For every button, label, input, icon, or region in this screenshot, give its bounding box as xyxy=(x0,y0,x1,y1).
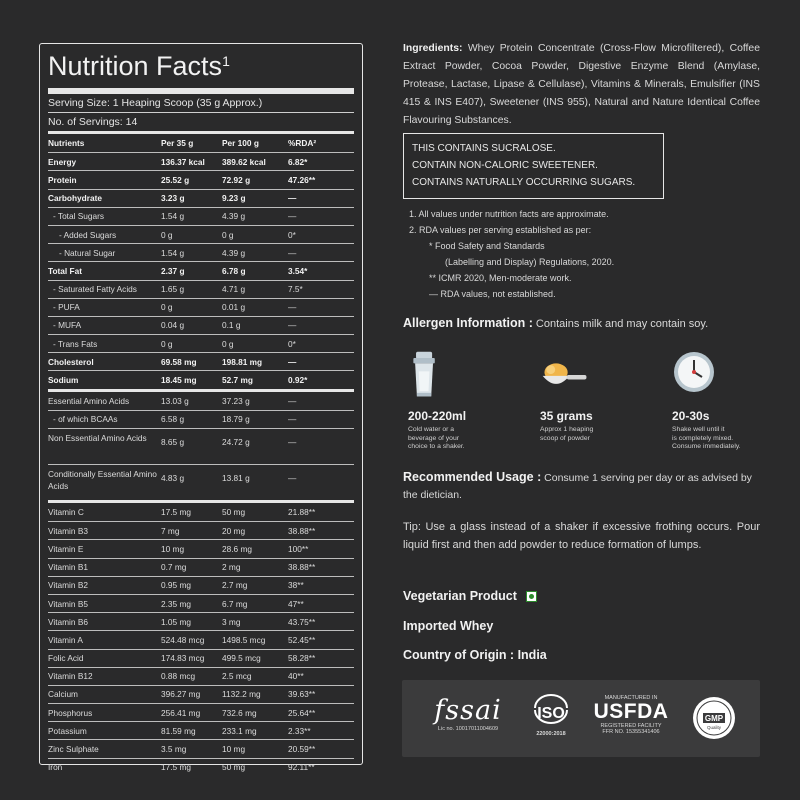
recommended-usage: Recommended Usage : Consume 1 serving per day or as advised by the dietician. xyxy=(403,470,752,501)
iso-logo: ISO 22000:2018 xyxy=(522,680,580,757)
veg-mark-icon xyxy=(526,591,537,602)
servings-count: No. of Servings: 14 xyxy=(48,116,138,128)
table-row: Vitamin B5 2.35 mg 6.7 mg 47** xyxy=(48,594,354,612)
step-shake: 20-30s Shake well until it is completely mixed. Consume immediately. xyxy=(672,350,800,452)
table-row: Energy 136.37 kcal 389.62 kcal 6.82* xyxy=(48,152,354,170)
table-row: Sodium 18.45 mg 52.7 mg 0.92* xyxy=(48,370,354,388)
table-row: Vitamin A 524.48 mcg 1498.5 mcg 52.45** xyxy=(48,630,354,648)
table-row: - Natural Sugar 1.54 g 4.39 g — xyxy=(48,243,354,261)
table-row: Non Essential Amino Acids 8.65 g 24.72 g — xyxy=(48,428,354,464)
table-row: - Total Sugars 1.54 g 4.39 g — xyxy=(48,207,354,225)
table-row: Cholesterol 69.58 mg 198.81 mg — xyxy=(48,352,354,370)
table-row: Total Fat 2.37 g 6.78 g 3.54* xyxy=(48,261,354,279)
table-row: - of which BCAAs 6.58 g 18.79 g — xyxy=(48,410,354,428)
table-row: - Trans Fats 0 g 0 g 0* xyxy=(48,334,354,352)
nutrition-facts-panel xyxy=(39,43,363,773)
table-row: Calcium 396.27 mg 1132.2 mg 39.63** xyxy=(48,685,354,703)
table-row: Vitamin B2 0.95 mg 2.7 mg 38** xyxy=(48,576,354,594)
step-scoop: 35 grams Approx 1 heaping scoop of powder xyxy=(540,350,670,443)
table-row: Carbohydrate 3.23 g 9.23 g — xyxy=(48,189,354,207)
serving-size: Serving Size: 1 Heaping Scoop (35 g Approx.) xyxy=(48,97,263,109)
table-row: - Saturated Fatty Acids 1.65 g 4.71 g 7.5* xyxy=(48,280,354,298)
nutrition-title: Nutrition Facts$^1$ xyxy=(48,51,230,81)
table-row: Vitamin C 17.5 mg 50 mg 21.88** xyxy=(48,507,316,518)
table-row: - PUFA 0 g 0.01 g — xyxy=(48,298,354,316)
ingredients-text: Ingredients: Whey Protein Concentrate (Cross-Flow Microfiltered), Coffee Extract Powder, Cocoa Powder, Digestive Enzyme Blend (Amylase, Protease, Lactase, Lipase & Cellulase), Vitamins & Minerals, Emulsifier (INS 415 & INS E407), Sweetener (INS 955), Natural and Nature Identical Coffee Flavouring Substances. xyxy=(403,43,760,126)
table-row: Phosphorus 256.41 mg 732.6 mg 25.64** xyxy=(48,703,354,721)
warning-box: THIS CONTAINS SUCRALOSE. CONTAIN NON-CALORIC SWEETENER. CONTAINS NATURALLY OCCURRING SUGARS. xyxy=(403,133,664,199)
step-water: 200-220ml Cold water or a beverage of your choice to a shaker. xyxy=(408,350,538,452)
table-row: Protein 25.52 g 72.92 g 47.26** xyxy=(48,170,354,188)
table-row: Vitamin B12 0.88 mcg 2.5 mcg 40** xyxy=(48,667,354,685)
table-row: Vitamin B1 0.7 mg 2 mg 38.88** xyxy=(48,558,354,576)
table-row: - Added Sugars 0 g 0 g 0* xyxy=(48,225,354,243)
table-row: Vitamin E 10 mg 28.6 mg 100** xyxy=(48,539,354,557)
usfda-logo: MANUFACTURED IN USFDA REGISTERED FACILITY FFR NO. 15355341406 xyxy=(593,695,669,735)
shaker-icon xyxy=(408,350,458,400)
table-row: Vitamin B3 7 mg 20 mg 38.88** xyxy=(48,521,354,539)
svg-text:GMP: GMP xyxy=(704,714,724,723)
certifications-bar xyxy=(402,680,760,757)
fssai-logo: fssai Lic no. 10017011004609 xyxy=(434,695,502,732)
table-row: Folic Acid 174.83 mcg 499.5 mcg 58.28** xyxy=(48,649,354,667)
allergen-info: Allergen Information : Contains milk and may contain soy. xyxy=(403,316,709,330)
gmp-logo xyxy=(684,680,744,757)
tip-text: Tip: Use a glass instead of a shaker if excessive frothing occurs. Pour liquid first and then add powder to reduce formation of lumps. xyxy=(403,521,760,551)
table-row: Vitamin B6 1.05 mg 3 mg 43.75** xyxy=(48,612,354,630)
imported-whey: Imported Whey xyxy=(403,619,494,633)
vegetarian-label: Vegetarian Product xyxy=(403,589,760,603)
table-row: Essential Amino Acids 13.03 g 37.23 g — xyxy=(48,395,297,406)
table-row: Conditionally Essential Amino Acids 4.83 g 13.81 g — xyxy=(48,464,354,500)
table-row: Iron 17.5 mg 50 mg 92.11** xyxy=(48,758,354,776)
gmp-seal-icon xyxy=(691,695,737,741)
table-row: - MUFA 0.04 g 0.1 g — xyxy=(48,316,354,334)
nutrition-header-row: Nutrients Per 35 g Per 100 g %RDA² xyxy=(48,138,317,149)
table-row: Zinc Sulphate 3.5 mg 10 mg 20.59** xyxy=(48,739,354,757)
scoop-icon xyxy=(540,350,590,400)
table-row: Potassium 81.59 mg 233.1 mg 2.33** xyxy=(48,721,354,739)
svg-text:Quality: Quality xyxy=(706,725,722,730)
footnotes: 1. All values under nutrition facts are approximate. 2. RDA values per serving established as per: * Food Safety and Standards (Labelling and Display) Regulations, 2020. ** ICMR 2020, Men-moderate work. — RDA values, not established. xyxy=(409,209,615,299)
clock-icon xyxy=(672,350,722,400)
country-of-origin: Country of Origin : India xyxy=(403,648,547,662)
